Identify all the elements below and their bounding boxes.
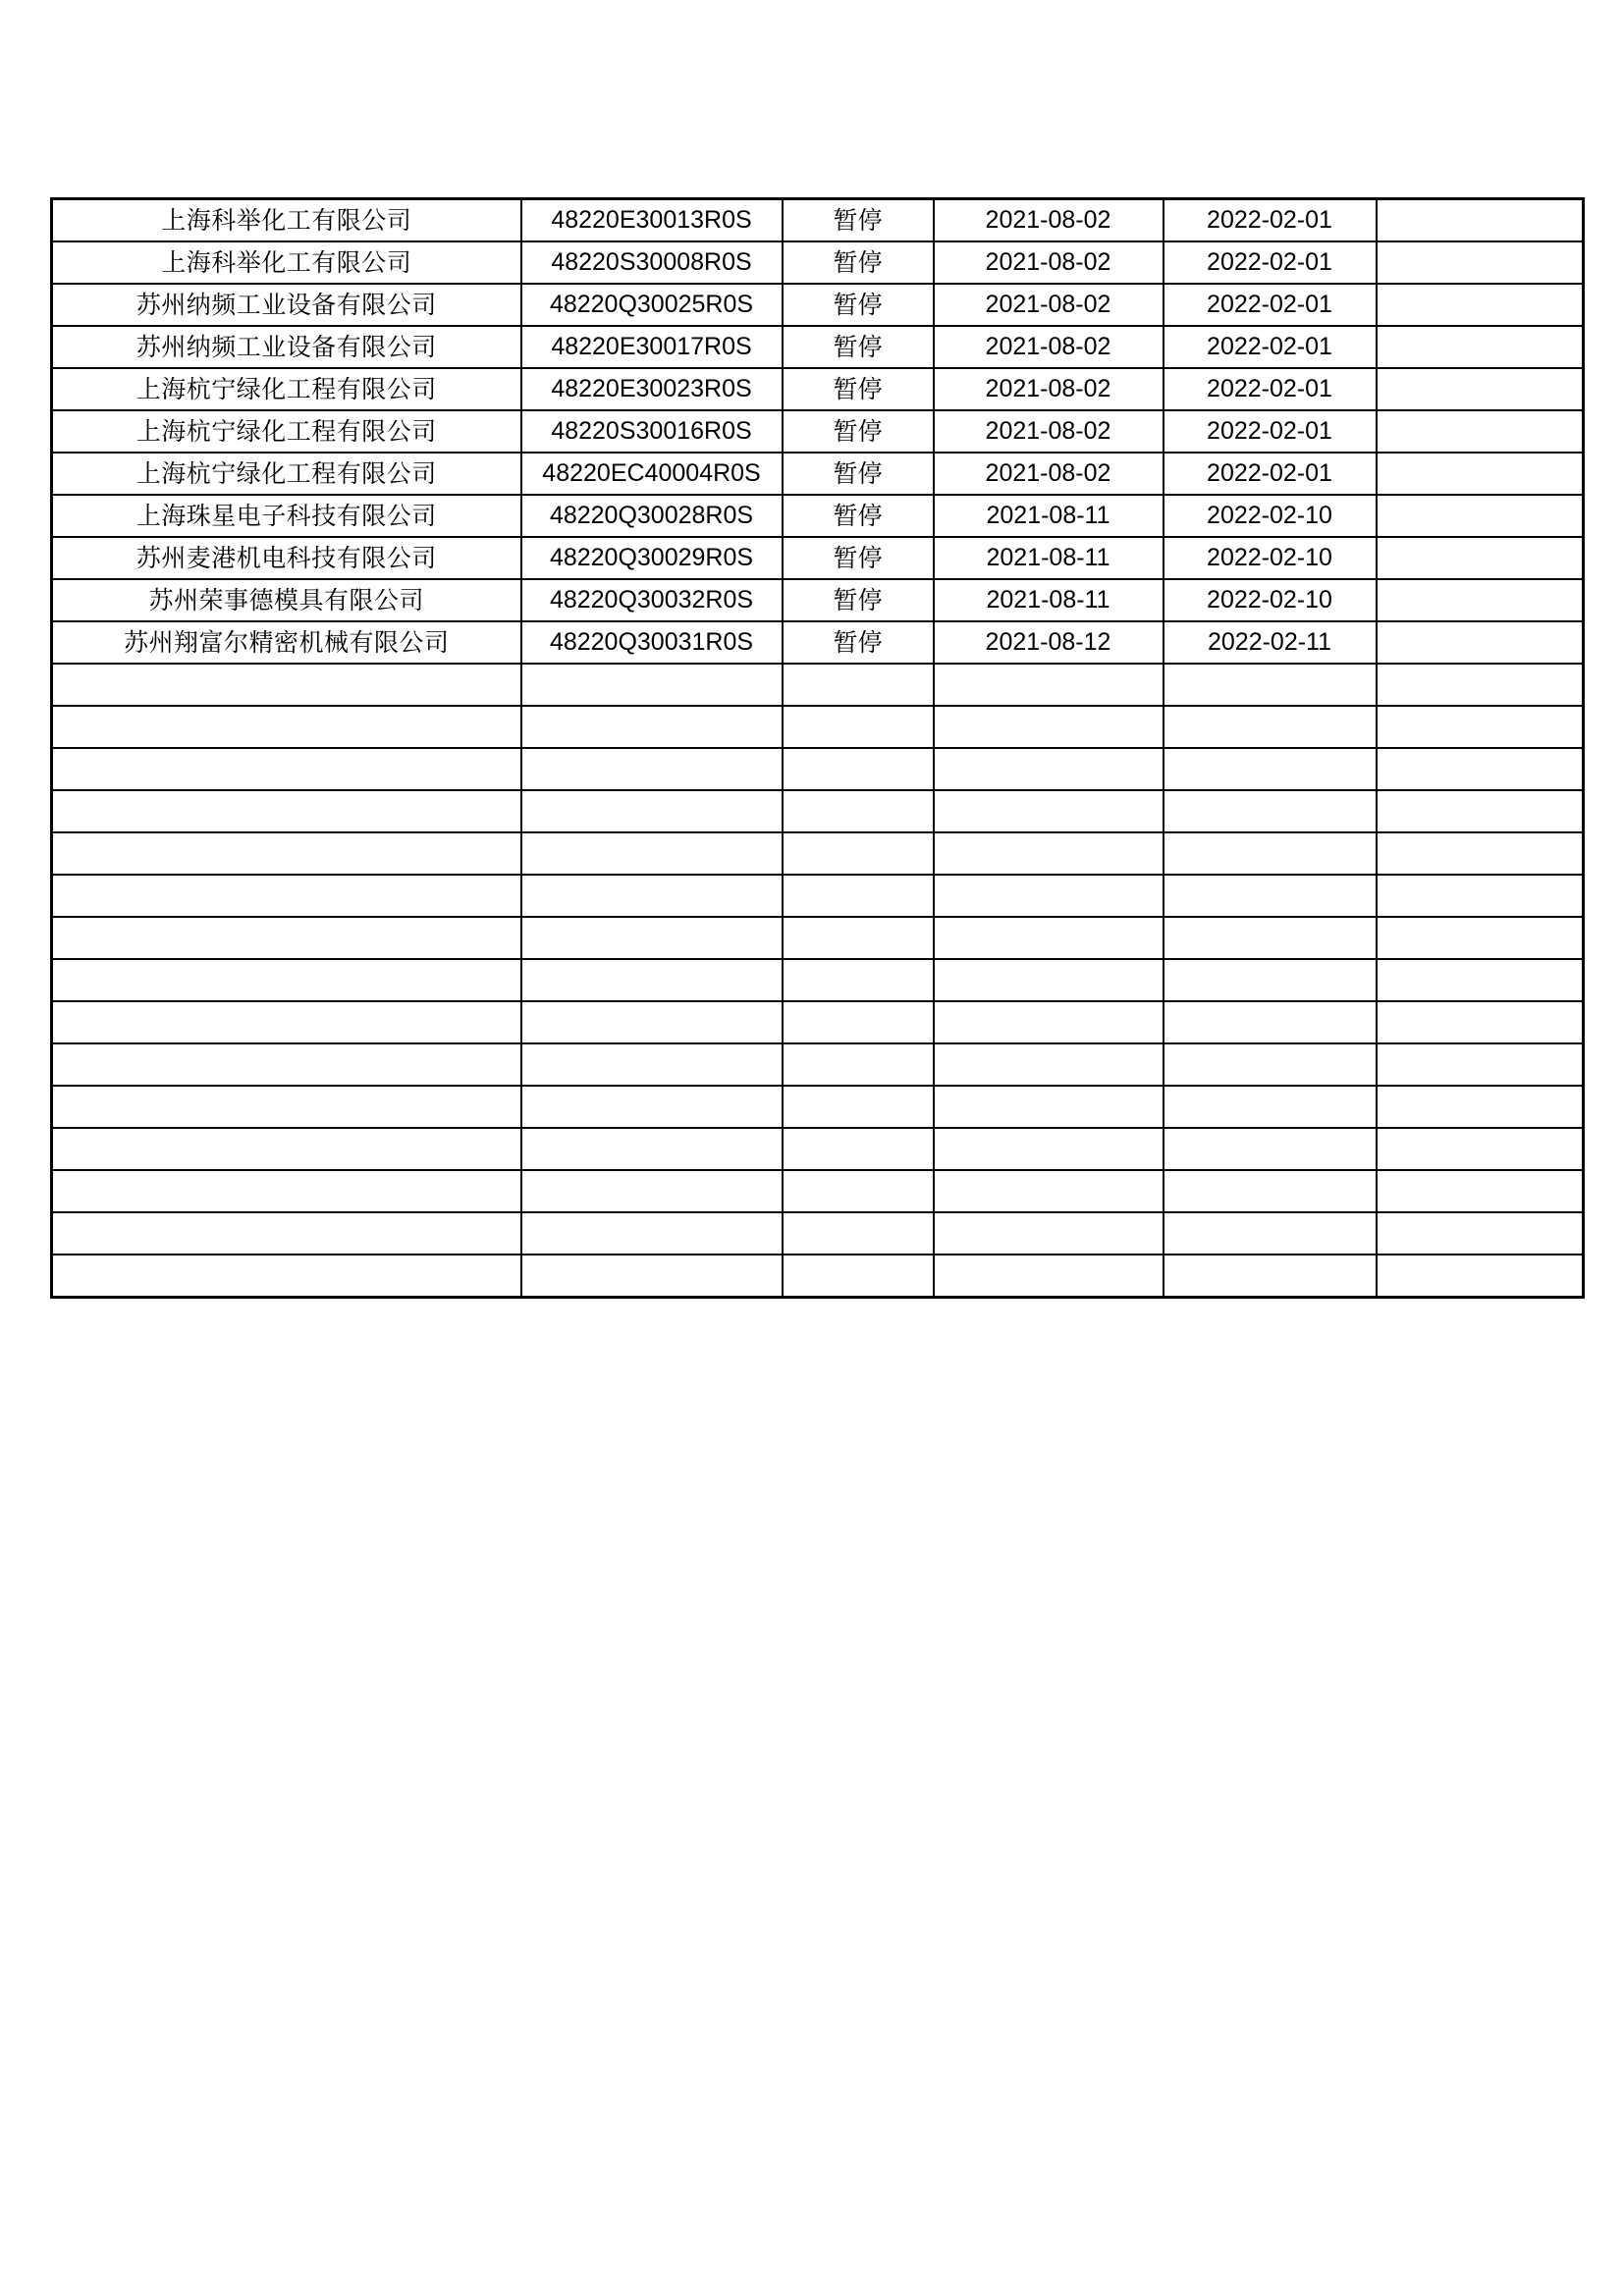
status-cell: 暂停 bbox=[783, 579, 934, 621]
note-cell bbox=[1377, 495, 1584, 537]
certificate-number-cell bbox=[521, 1255, 783, 1298]
end-date-cell: 2022-02-10 bbox=[1164, 537, 1377, 579]
start-date-cell: 2021-08-02 bbox=[934, 368, 1164, 410]
certificate-number-cell: 48220Q30029R0S bbox=[521, 537, 783, 579]
note-cell bbox=[1377, 1043, 1584, 1086]
certificate-number-cell bbox=[521, 1128, 783, 1170]
company-name-cell bbox=[52, 664, 521, 706]
note-cell bbox=[1377, 453, 1584, 495]
company-name-cell bbox=[52, 1170, 521, 1212]
status-cell: 暂停 bbox=[783, 199, 934, 242]
table-row bbox=[52, 1212, 1584, 1255]
end-date-cell: 2022-02-01 bbox=[1164, 241, 1377, 284]
certificate-number-cell: 48220EC40004R0S bbox=[521, 453, 783, 495]
status-cell bbox=[783, 664, 934, 706]
table-row bbox=[52, 1043, 1584, 1086]
certificate-number-cell: 48220Q30032R0S bbox=[521, 579, 783, 621]
end-date-cell bbox=[1164, 1212, 1377, 1255]
end-date-cell bbox=[1164, 1001, 1377, 1043]
table-row bbox=[52, 241, 1584, 284]
certificate-number-cell bbox=[521, 748, 783, 790]
company-name-cell bbox=[52, 790, 521, 832]
table-row bbox=[52, 917, 1584, 959]
certificate-number-cell: 48220S30008R0S bbox=[521, 241, 783, 284]
status-cell: 暂停 bbox=[783, 537, 934, 579]
table-row bbox=[52, 959, 1584, 1001]
start-date-cell bbox=[934, 748, 1164, 790]
status-cell bbox=[783, 832, 934, 875]
status-cell bbox=[783, 1128, 934, 1170]
status-cell bbox=[783, 1043, 934, 1086]
note-cell bbox=[1377, 748, 1584, 790]
table-row bbox=[52, 453, 1584, 495]
status-cell: 暂停 bbox=[783, 495, 934, 537]
note-cell bbox=[1377, 875, 1584, 917]
company-name-cell bbox=[52, 1001, 521, 1043]
table-row bbox=[52, 537, 1584, 579]
table-row bbox=[52, 1255, 1584, 1298]
end-date-cell bbox=[1164, 1128, 1377, 1170]
company-name-cell: 上海科举化工有限公司 bbox=[52, 241, 521, 284]
table-row bbox=[52, 368, 1584, 410]
certificate-number-cell: 48220E30023R0S bbox=[521, 368, 783, 410]
note-cell bbox=[1377, 410, 1584, 453]
end-date-cell bbox=[1164, 790, 1377, 832]
note-cell bbox=[1377, 664, 1584, 706]
table-row bbox=[52, 1170, 1584, 1212]
end-date-cell bbox=[1164, 1170, 1377, 1212]
company-name-cell bbox=[52, 917, 521, 959]
table-row bbox=[52, 410, 1584, 453]
company-name-cell: 苏州纳频工业设备有限公司 bbox=[52, 326, 521, 368]
table-row bbox=[52, 664, 1584, 706]
table-row bbox=[52, 1001, 1584, 1043]
status-cell bbox=[783, 790, 934, 832]
company-name-cell: 上海杭宁绿化工程有限公司 bbox=[52, 410, 521, 453]
end-date-cell: 2022-02-01 bbox=[1164, 326, 1377, 368]
start-date-cell: 2021-08-11 bbox=[934, 579, 1164, 621]
company-name-cell bbox=[52, 832, 521, 875]
status-cell: 暂停 bbox=[783, 621, 934, 664]
certificate-number-cell: 48220E30017R0S bbox=[521, 326, 783, 368]
start-date-cell bbox=[934, 1086, 1164, 1128]
status-cell bbox=[783, 706, 934, 748]
note-cell bbox=[1377, 199, 1584, 242]
certificate-number-cell bbox=[521, 1001, 783, 1043]
certificate-number-cell bbox=[521, 1086, 783, 1128]
certificate-number-cell bbox=[521, 664, 783, 706]
company-name-cell: 苏州荣事德模具有限公司 bbox=[52, 579, 521, 621]
start-date-cell bbox=[934, 790, 1164, 832]
status-cell bbox=[783, 917, 934, 959]
note-cell bbox=[1377, 579, 1584, 621]
status-cell: 暂停 bbox=[783, 453, 934, 495]
company-name-cell bbox=[52, 1255, 521, 1298]
end-date-cell: 2022-02-01 bbox=[1164, 410, 1377, 453]
certificate-number-cell: 48220Q30028R0S bbox=[521, 495, 783, 537]
start-date-cell bbox=[934, 875, 1164, 917]
certificate-number-cell bbox=[521, 832, 783, 875]
end-date-cell bbox=[1164, 832, 1377, 875]
start-date-cell bbox=[934, 664, 1164, 706]
status-cell: 暂停 bbox=[783, 284, 934, 326]
end-date-cell: 2022-02-10 bbox=[1164, 495, 1377, 537]
table-row bbox=[52, 790, 1584, 832]
certificate-number-cell: 48220Q30025R0S bbox=[521, 284, 783, 326]
certificate-number-cell bbox=[521, 1170, 783, 1212]
note-cell bbox=[1377, 241, 1584, 284]
note-cell bbox=[1377, 917, 1584, 959]
table-row bbox=[52, 495, 1584, 537]
table-row bbox=[52, 1086, 1584, 1128]
company-name-cell: 苏州纳频工业设备有限公司 bbox=[52, 284, 521, 326]
start-date-cell: 2021-08-02 bbox=[934, 453, 1164, 495]
table-row bbox=[52, 284, 1584, 326]
end-date-cell bbox=[1164, 664, 1377, 706]
start-date-cell bbox=[934, 959, 1164, 1001]
status-cell bbox=[783, 959, 934, 1001]
note-cell bbox=[1377, 832, 1584, 875]
table-row bbox=[52, 748, 1584, 790]
certificate-number-cell bbox=[521, 1043, 783, 1086]
end-date-cell bbox=[1164, 1043, 1377, 1086]
company-name-cell: 苏州麦港机电科技有限公司 bbox=[52, 537, 521, 579]
certificate-number-cell bbox=[521, 1212, 783, 1255]
start-date-cell: 2021-08-02 bbox=[934, 284, 1164, 326]
table-row bbox=[52, 199, 1584, 242]
certificate-number-cell bbox=[521, 706, 783, 748]
start-date-cell bbox=[934, 706, 1164, 748]
start-date-cell bbox=[934, 832, 1164, 875]
note-cell bbox=[1377, 1128, 1584, 1170]
certificate-number-cell bbox=[521, 875, 783, 917]
status-cell bbox=[783, 1255, 934, 1298]
certificate-number-cell: 48220Q30031R0S bbox=[521, 621, 783, 664]
company-name-cell bbox=[52, 706, 521, 748]
table-row bbox=[52, 326, 1584, 368]
status-cell bbox=[783, 1001, 934, 1043]
company-name-cell bbox=[52, 959, 521, 1001]
status-cell bbox=[783, 1086, 934, 1128]
end-date-cell bbox=[1164, 1255, 1377, 1298]
start-date-cell bbox=[934, 917, 1164, 959]
table-row bbox=[52, 706, 1584, 748]
table-row bbox=[52, 832, 1584, 875]
table-body bbox=[52, 199, 1584, 1298]
company-name-cell: 上海珠星电子科技有限公司 bbox=[52, 495, 521, 537]
start-date-cell bbox=[934, 1212, 1164, 1255]
company-name-cell bbox=[52, 1086, 521, 1128]
start-date-cell: 2021-08-11 bbox=[934, 537, 1164, 579]
end-date-cell: 2022-02-01 bbox=[1164, 199, 1377, 242]
status-cell bbox=[783, 1212, 934, 1255]
start-date-cell: 2021-08-02 bbox=[934, 199, 1164, 242]
company-name-cell bbox=[52, 1128, 521, 1170]
start-date-cell bbox=[934, 1001, 1164, 1043]
certificate-number-cell bbox=[521, 790, 783, 832]
note-cell bbox=[1377, 790, 1584, 832]
end-date-cell bbox=[1164, 875, 1377, 917]
start-date-cell bbox=[934, 1255, 1164, 1298]
start-date-cell bbox=[934, 1170, 1164, 1212]
start-date-cell: 2021-08-12 bbox=[934, 621, 1164, 664]
end-date-cell: 2022-02-01 bbox=[1164, 284, 1377, 326]
start-date-cell: 2021-08-11 bbox=[934, 495, 1164, 537]
status-cell: 暂停 bbox=[783, 326, 934, 368]
start-date-cell: 2021-08-02 bbox=[934, 326, 1164, 368]
table-row bbox=[52, 1128, 1584, 1170]
status-cell: 暂停 bbox=[783, 368, 934, 410]
company-name-cell: 上海杭宁绿化工程有限公司 bbox=[52, 453, 521, 495]
note-cell bbox=[1377, 368, 1584, 410]
start-date-cell: 2021-08-02 bbox=[934, 241, 1164, 284]
status-cell: 暂停 bbox=[783, 241, 934, 284]
certificate-number-cell: 48220E30013R0S bbox=[521, 199, 783, 242]
certificate-number-cell bbox=[521, 917, 783, 959]
table-row bbox=[52, 875, 1584, 917]
end-date-cell: 2022-02-10 bbox=[1164, 579, 1377, 621]
table-row bbox=[52, 579, 1584, 621]
end-date-cell bbox=[1164, 706, 1377, 748]
end-date-cell: 2022-02-11 bbox=[1164, 621, 1377, 664]
table-row bbox=[52, 621, 1584, 664]
company-name-cell bbox=[52, 748, 521, 790]
note-cell bbox=[1377, 959, 1584, 1001]
end-date-cell bbox=[1164, 1086, 1377, 1128]
note-cell bbox=[1377, 1001, 1584, 1043]
company-name-cell bbox=[52, 1043, 521, 1086]
note-cell bbox=[1377, 284, 1584, 326]
note-cell bbox=[1377, 326, 1584, 368]
note-cell bbox=[1377, 1170, 1584, 1212]
note-cell bbox=[1377, 537, 1584, 579]
status-cell bbox=[783, 875, 934, 917]
note-cell bbox=[1377, 1255, 1584, 1298]
end-date-cell bbox=[1164, 748, 1377, 790]
end-date-cell: 2022-02-01 bbox=[1164, 368, 1377, 410]
company-name-cell: 苏州翔富尔精密机械有限公司 bbox=[52, 621, 521, 664]
note-cell bbox=[1377, 621, 1584, 664]
company-name-cell bbox=[52, 875, 521, 917]
company-name-cell bbox=[52, 1212, 521, 1255]
end-date-cell bbox=[1164, 917, 1377, 959]
certificate-number-cell: 48220S30016R0S bbox=[521, 410, 783, 453]
status-cell bbox=[783, 1170, 934, 1212]
end-date-cell bbox=[1164, 959, 1377, 1001]
start-date-cell bbox=[934, 1043, 1164, 1086]
note-cell bbox=[1377, 706, 1584, 748]
status-cell: 暂停 bbox=[783, 410, 934, 453]
note-cell bbox=[1377, 1086, 1584, 1128]
certificate-status-table bbox=[50, 197, 1585, 1299]
start-date-cell bbox=[934, 1128, 1164, 1170]
certificate-number-cell bbox=[521, 959, 783, 1001]
status-cell bbox=[783, 748, 934, 790]
end-date-cell: 2022-02-01 bbox=[1164, 453, 1377, 495]
company-name-cell: 上海杭宁绿化工程有限公司 bbox=[52, 368, 521, 410]
company-name-cell: 上海科举化工有限公司 bbox=[52, 199, 521, 242]
start-date-cell: 2021-08-02 bbox=[934, 410, 1164, 453]
note-cell bbox=[1377, 1212, 1584, 1255]
